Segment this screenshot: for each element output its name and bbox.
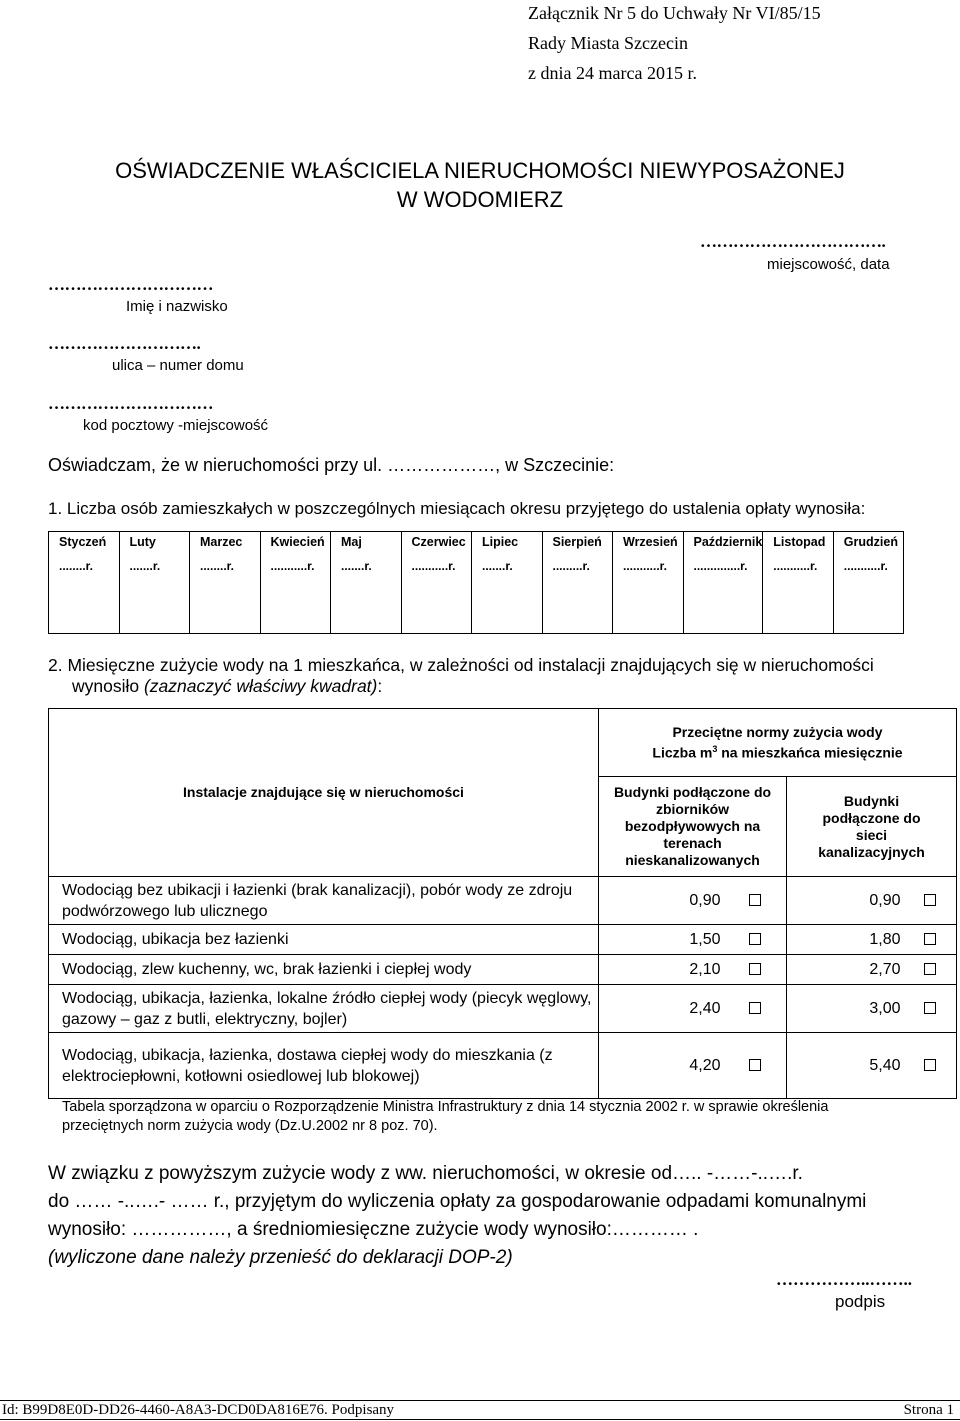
checkbox-sewer[interactable] <box>924 894 936 906</box>
sub2-line: podłączone do <box>822 809 921 826</box>
norm-value-cesspool: 4,20 <box>599 1033 725 1099</box>
norms-header-line-1: Przeciętne normy zużycia wody <box>672 723 883 740</box>
month-value[interactable]: ........r. <box>59 559 94 573</box>
sub2-line: Budynki <box>843 792 900 809</box>
section-2-text <box>48 655 874 697</box>
sub1-line: zbiorników <box>655 801 730 817</box>
month-cell[interactable] <box>542 532 613 634</box>
month-cell[interactable] <box>401 532 472 634</box>
month-name: Październik <box>693 535 763 549</box>
document-title-line-1: OŚWIADCZENIE WŁAŚCICIELA NIERUCHOMOŚCI NIEWYPOSAŻONEJ <box>115 158 845 183</box>
checkbox-sewer[interactable] <box>924 933 936 945</box>
table-row <box>49 985 957 1033</box>
summary-line-2: do …… -..….- …… r., przyjętym do wyliczenia opłaty za gospodarowanie odpadami komunalnymi <box>48 1191 867 1212</box>
cesspool-buildings-header <box>599 777 787 877</box>
month-name: Marzec <box>200 535 243 549</box>
norms-header-suffix: na mieszkańca miesięcznie <box>717 744 903 761</box>
norm-value-cesspool: 2,10 <box>599 955 725 985</box>
month-value[interactable]: .........r. <box>552 559 590 573</box>
month-value[interactable]: ...........r. <box>623 559 668 573</box>
note-line-2: przeciętnych norm zużycia wody (Dz.U.2002 nr 8 poz. 70). <box>62 1118 438 1134</box>
month-cell[interactable] <box>49 532 120 634</box>
statement-text: Oświadczam, że w nieruchomości przy ul. ………………, w Szczecinie: <box>48 455 615 475</box>
month-name: Styczeń <box>59 535 107 549</box>
name-label: Imię i nazwisko <box>126 298 228 315</box>
checkbox-cesspool[interactable] <box>749 963 761 975</box>
months-table <box>48 531 904 634</box>
month-cell[interactable] <box>119 532 190 634</box>
month-cell[interactable] <box>763 532 834 634</box>
checkbox-cesspool[interactable] <box>749 1002 761 1014</box>
month-cell[interactable] <box>260 532 331 634</box>
norms-header-prefix: Liczba m <box>652 744 713 761</box>
month-name: Luty <box>129 535 156 549</box>
norm-value-sewer: 5,40 <box>787 1033 905 1099</box>
table-row <box>49 925 957 955</box>
sub2-line: kanalizacyjnych <box>818 843 925 860</box>
month-name: Wrzesień <box>623 535 678 549</box>
month-value[interactable]: ...........r. <box>270 559 315 573</box>
page-number: Strona 1 <box>903 1402 954 1418</box>
document-id: Id: B99D8E0D-DD26-4460-A8A3-DCD0DA816E76. Podpisany <box>2 1402 395 1418</box>
month-name: Lipiec <box>482 535 519 549</box>
month-value[interactable]: .......r. <box>129 559 161 573</box>
sub1-line: terenach <box>663 835 722 851</box>
document-title-line-2: W WODOMIERZ <box>396 187 564 212</box>
table-row <box>49 877 957 925</box>
checkbox-sewer[interactable] <box>924 963 936 975</box>
month-value[interactable]: ...........r. <box>843 559 888 573</box>
section-2-line-2-plain: wynosiło <box>72 676 144 696</box>
sub2-line: sieci <box>855 826 888 843</box>
month-name: Listopad <box>773 535 826 549</box>
attachment-line-1: Załącznik Nr 5 do Uchwały Nr VI/85/15 <box>528 3 821 23</box>
street-field[interactable]: ………………………. <box>48 334 201 353</box>
month-name: Czerwiec <box>411 535 466 549</box>
sub1-line: Budynki podłączone do <box>613 784 772 800</box>
month-cell[interactable] <box>190 532 261 634</box>
sewer-buildings-header <box>787 777 957 877</box>
table-row <box>49 1033 957 1099</box>
norm-value-sewer: 1,80 <box>787 925 905 955</box>
installation-label: Wodociąg, ubikacja, łazienka, lokalne źródło ciepłej wody (piecyk węglowy, gazowy – gaz z butli, elektryczny, bojler) <box>49 985 599 1033</box>
checkbox-cesspool[interactable] <box>749 1059 761 1071</box>
section-2-line-2 <box>48 676 874 697</box>
sub1-line: bezodpływowych na <box>624 818 761 834</box>
installation-label: Wodociąg bez ubikacji i łazienki (brak kanalizacji), pobór wody ze zdroju podwórzowego lub ulicznego <box>49 877 599 925</box>
month-name: Maj <box>341 535 362 549</box>
month-value[interactable]: ...........r. <box>773 559 818 573</box>
norm-value-sewer: 2,70 <box>787 955 905 985</box>
section-1-text: 1. Liczba osób zamieszkałych w poszczególnych miesiącach okresu przyjętego do ustalenia opłaty wynosiła: <box>48 499 866 518</box>
norm-value-cesspool: 0,90 <box>599 877 725 925</box>
summary-line-3: wynosiło: ……………, a średniomiesięczne zużycie wody wynosiło:………… . <box>48 1219 699 1240</box>
month-value[interactable]: .......r. <box>482 559 513 573</box>
norm-value-cesspool: 2,40 <box>599 985 725 1033</box>
month-name: Sierpień <box>552 535 602 549</box>
month-cell[interactable] <box>683 532 763 634</box>
installation-label: Wodociąg, ubikacja, łazienka, dostawa ciepłej wody do mieszkania (z elektrociepłowni, kotłowni osiedlowej lub blokowej) <box>49 1033 599 1099</box>
norms-group-header <box>599 709 957 777</box>
month-value[interactable]: ..............r. <box>693 559 748 573</box>
installation-label: Wodociąg, ubikacja bez łazienki <box>49 925 599 955</box>
norm-value-cesspool: 1,50 <box>599 925 725 955</box>
installation-label: Wodociąg, zlew kuchenny, wc, brak łazienki i ciepłej wody <box>49 955 599 985</box>
summary-paragraph <box>48 1160 866 1272</box>
attachment-line-2: Rady Miasta Szczecin <box>528 33 688 53</box>
month-value[interactable]: ...........r. <box>411 559 456 573</box>
checkbox-cesspool[interactable] <box>749 933 761 945</box>
month-value[interactable]: ........r. <box>200 559 235 573</box>
summary-note: (wyliczone dane należy przenieść do deklaracji DOP-2) <box>48 1247 513 1268</box>
table-row <box>49 955 957 985</box>
month-cell[interactable] <box>833 532 904 634</box>
month-value[interactable]: .......r. <box>341 559 372 573</box>
month-cell[interactable] <box>472 532 543 634</box>
norm-value-sewer: 3,00 <box>787 985 905 1033</box>
section-2-line-2-end: : <box>377 676 383 696</box>
installations-header: Instalacje znajdujące się w nieruchomości <box>49 709 599 877</box>
place-date-label: miejscowość, data <box>767 256 890 273</box>
signature-field[interactable]: ……………..…….. <box>776 1270 912 1289</box>
name-field[interactable]: ………………………… <box>48 275 213 294</box>
postal-field[interactable]: ………………………… <box>48 394 213 413</box>
checkbox-sewer[interactable] <box>924 1002 936 1014</box>
month-cell[interactable] <box>331 532 402 634</box>
table-source-note <box>62 1098 828 1136</box>
place-date-field[interactable]: ……………………………. <box>700 232 886 251</box>
month-name: Kwiecień <box>270 535 325 549</box>
signature-label: podpis <box>835 1292 886 1311</box>
summary-line-1: W związku z powyższym zużycie wody z ww. nieruchomości, w okresie od….. -……-..….r. <box>48 1163 803 1184</box>
water-norms-table <box>48 708 957 1099</box>
section-2-line-1: 2. Miesięczne zużycie wody na 1 mieszkańca, w zależności od instalacji znajdujących się w nieruchomości <box>48 655 874 675</box>
month-name: Grudzień <box>843 535 898 549</box>
checkbox-cesspool[interactable] <box>749 894 761 906</box>
month-cell[interactable] <box>613 532 684 634</box>
street-label: ulica – numer domu <box>112 357 244 374</box>
attachment-line-3: z dnia 24 marca 2015 r. <box>528 63 697 83</box>
note-line-1: Tabela sporządzona w oparciu o Rozporządzenie Ministra Infrastruktury z dnia 14 stycznia 2002 r. w sprawie określenia <box>62 1099 829 1115</box>
section-2-instruction: (zaznaczyć właściwy kwadrat) <box>143 676 378 696</box>
norms-header-line-2 <box>599 741 956 762</box>
norm-value-sewer: 0,90 <box>787 877 905 925</box>
sub1-line: nieskanalizowanych <box>625 852 760 868</box>
cubic-superscript: 3 <box>712 743 718 754</box>
postal-label: kod pocztowy -miejscowość <box>83 417 269 434</box>
checkbox-sewer[interactable] <box>924 1059 936 1071</box>
